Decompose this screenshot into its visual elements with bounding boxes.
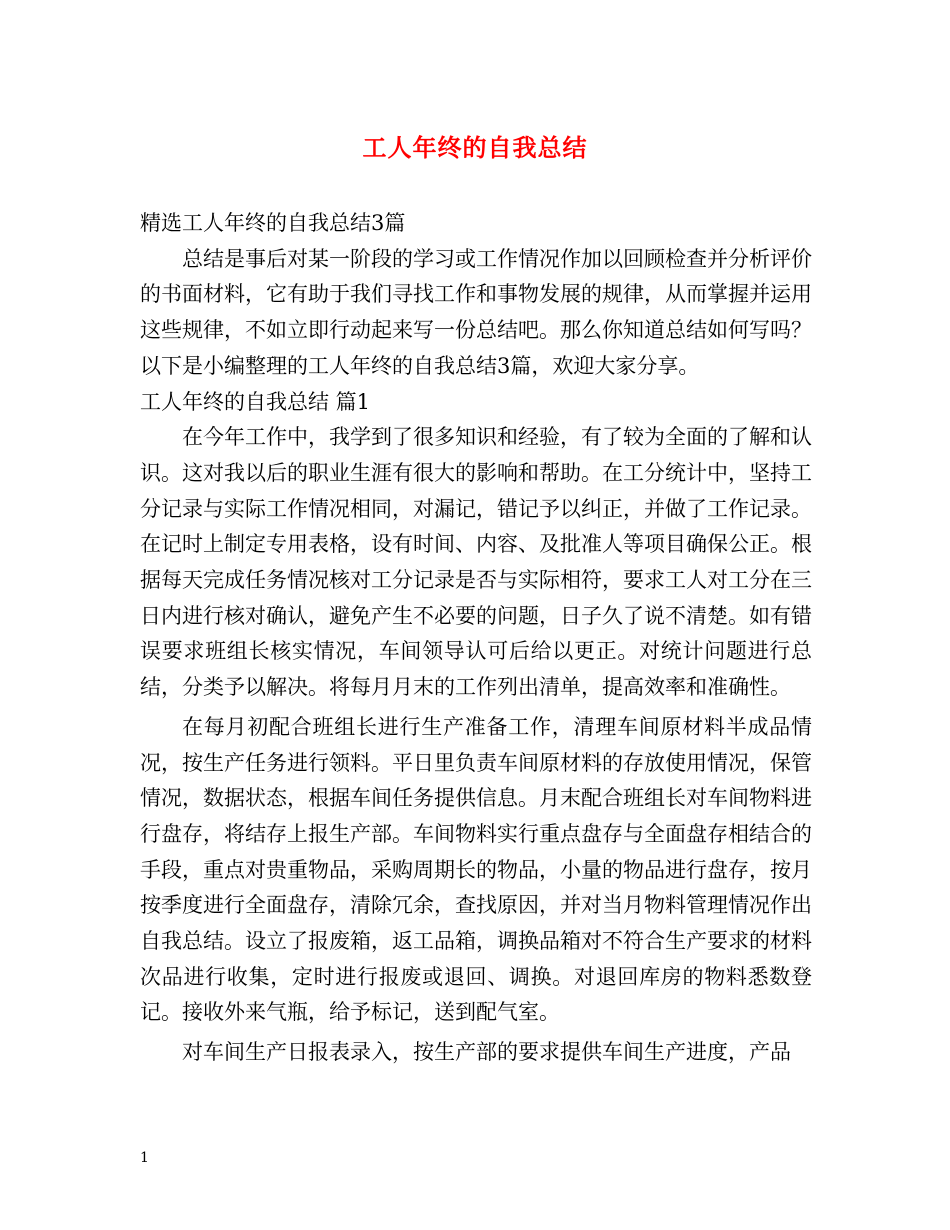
body-paragraph-1: 在今年工作中，我学到了很多知识和经验，有了较为全面的了解和认识。这对我以后的职业生涯有很大的影响和帮助。在工分统计中，坚持工分记录与实际工作情况相同，对漏记，错记予以纠正，并做了工作记录。在记时上制定专用表格，设有时间、内容、及批准人等项目确保公正。根据每天完成任务情况核对工分记录是否与实际相符，要求工人对工分在三日内进行核对确认，避免产生不必要的问题，日子久了说不清楚。如有错误要求班组长核实情况，车间领导认可后给以更正。对统计问题进行总结，分类予以解决。将每月月末的工作列出清单，提高效率和准确性。 bbox=[140, 425, 812, 700]
document-title: 工人年终的自我总结 bbox=[362, 133, 588, 162]
body-paragraph-2: 在每月初配合班组长进行生产准备工作，清理车间原材料半成品情况，按生产任务进行领料。平日里负责车间原材料的存放使用情况，保管情况，数据状态，根据车间任务提供信息。月末配合班组长对车间物料进行盘存，将结存上报生产部。车间物料实行重点盘存与全面盘存相结合的手段，重点对贵重物品，采购周期长的物品，小量的物品进行盘存，按月按季度进行全面盘存，清除冗余，查找原因，并对当月物料管理情况作出自我总结。设立了报废箱，返工品箱，调换品箱对不符合生产要求的材料次品进行收集，定时进行报废或退回、调换。对退回库房的物料悉数登记。接收外来气瓶，给予标记，送到配气室。 bbox=[140, 714, 812, 1025]
body-paragraph-3: 对车间生产日报表录入，按生产部的要求提供车间生产进度，产品 bbox=[182, 1040, 791, 1065]
section-heading: 工人年终的自我总结 篇1 bbox=[140, 389, 371, 414]
document-body bbox=[140, 206, 812, 1071]
document-subtitle: 精选工人年终的自我总结3篇 bbox=[140, 211, 406, 235]
intro-paragraph: 总结是事后对某一阶段的学习或工作情况作加以回顾检查并分析评价的书面材料，它有助于我们寻找工作和事物发展的规律，从而掌握并运用这些规律，不如立即行动起来写一份总结吧。那么你知道总结如何写吗？以下是小编整理的工人年终的自我总结3篇，欢迎大家分享。 bbox=[140, 246, 812, 378]
page-number: 1 bbox=[140, 1150, 149, 1166]
